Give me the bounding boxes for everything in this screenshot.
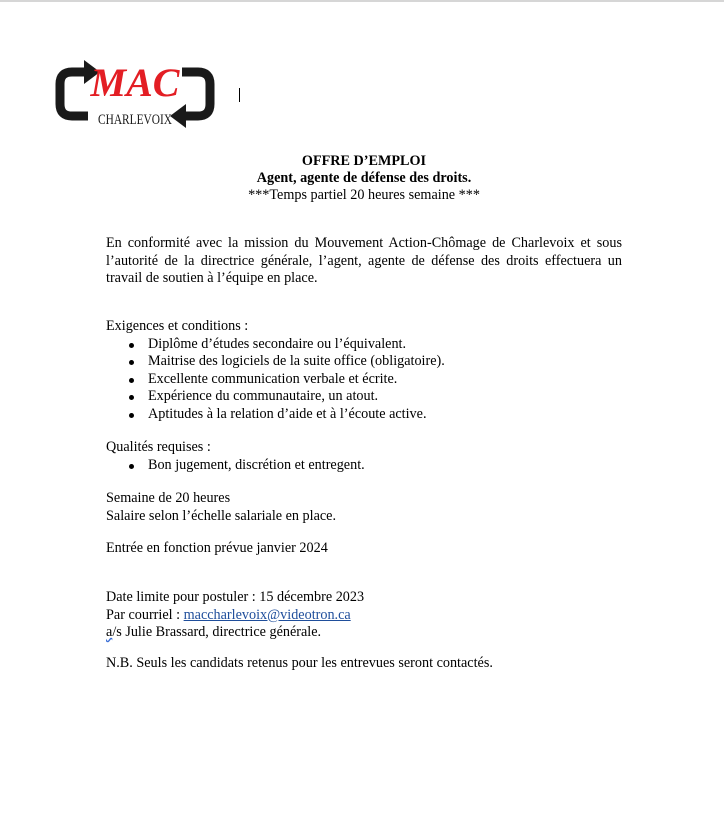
list-item (106, 388, 622, 406)
title-block (106, 153, 622, 204)
list-item-text: Diplôme d’études secondaire ou l’équivalent. (148, 335, 407, 352)
logo-charlevoix-text: CHARLEVOIX (98, 112, 173, 128)
qualities-section (106, 439, 622, 474)
requirements-list (106, 336, 622, 424)
contact-rest: /s Julie Brassard, directrice générale. (112, 624, 322, 640)
list-item (106, 336, 622, 354)
bullet-icon (129, 464, 134, 469)
document-title: OFFRE D’EMPLOI (301, 153, 427, 169)
qualities-list (106, 457, 622, 475)
bullet-icon (129, 378, 134, 383)
requirements-section (106, 318, 622, 423)
hours-line: Semaine de 20 heures (106, 490, 231, 506)
email-label: Par courriel : (106, 606, 184, 623)
list-item-text: Maitrise des logiciels de la suite office (obligatoire). (148, 353, 445, 369)
list-item-text: Aptitudes à la relation d’aide et à l’écoute active. (148, 405, 427, 422)
application-section (106, 589, 622, 642)
left-arrow-icon (60, 72, 88, 116)
intro-paragraph (106, 235, 622, 288)
schedule-note: ***Temps partiel 20 heures semaine *** (248, 187, 480, 203)
deadline-line: Date limite pour postuler : 15 décembre 2023 (106, 589, 365, 605)
list-item-text: Excellente communication verbale et écrite. (148, 370, 398, 387)
contact-line (106, 624, 622, 642)
logo-mac-text: MAC (90, 60, 180, 105)
text-cursor (239, 88, 240, 102)
contact-a: a (106, 624, 113, 640)
salary-line: Salaire selon l’échelle salariale en place. (106, 507, 337, 524)
requirements-heading: Exigences et conditions : (106, 318, 249, 334)
top-border (0, 0, 724, 2)
list-item-text: Bon jugement, discrétion et entregent. (148, 456, 365, 473)
start-date-line: Entrée en fonction prévue janvier 2024 (106, 540, 328, 556)
bullet-icon (129, 343, 134, 348)
job-title: Agent, agente de défense des droits. (256, 170, 472, 186)
list-item (106, 457, 622, 475)
email-line (106, 607, 622, 625)
qualities-heading: Qualités requises : (106, 439, 211, 455)
right-arrow-icon (182, 72, 210, 116)
logo-graphic (54, 58, 216, 130)
bullet-icon (129, 395, 134, 400)
right-arrowhead-icon (170, 104, 186, 128)
list-item (106, 371, 622, 389)
list-item (106, 406, 622, 424)
schedule-section (106, 490, 622, 525)
intro-text: En conformité avec la mission du Mouvement Action-Chômage de Charlevoix et sous l’autorité de la directrice générale, l’agent, agente de défense des droits effectuera un travail de soutien à l’équipe en place. (106, 235, 622, 286)
nb-note: N.B. Seuls les candidats retenus pour les entrevues seront contactés. (106, 655, 493, 671)
list-item-text: Expérience du communautaire, un atout. (148, 388, 379, 404)
bullet-icon (129, 360, 134, 365)
mac-charlevoix-logo (54, 58, 216, 130)
bullet-icon (129, 413, 134, 418)
list-item (106, 353, 622, 371)
email-link[interactable]: maccharlevoix@videotron.ca (183, 606, 351, 623)
